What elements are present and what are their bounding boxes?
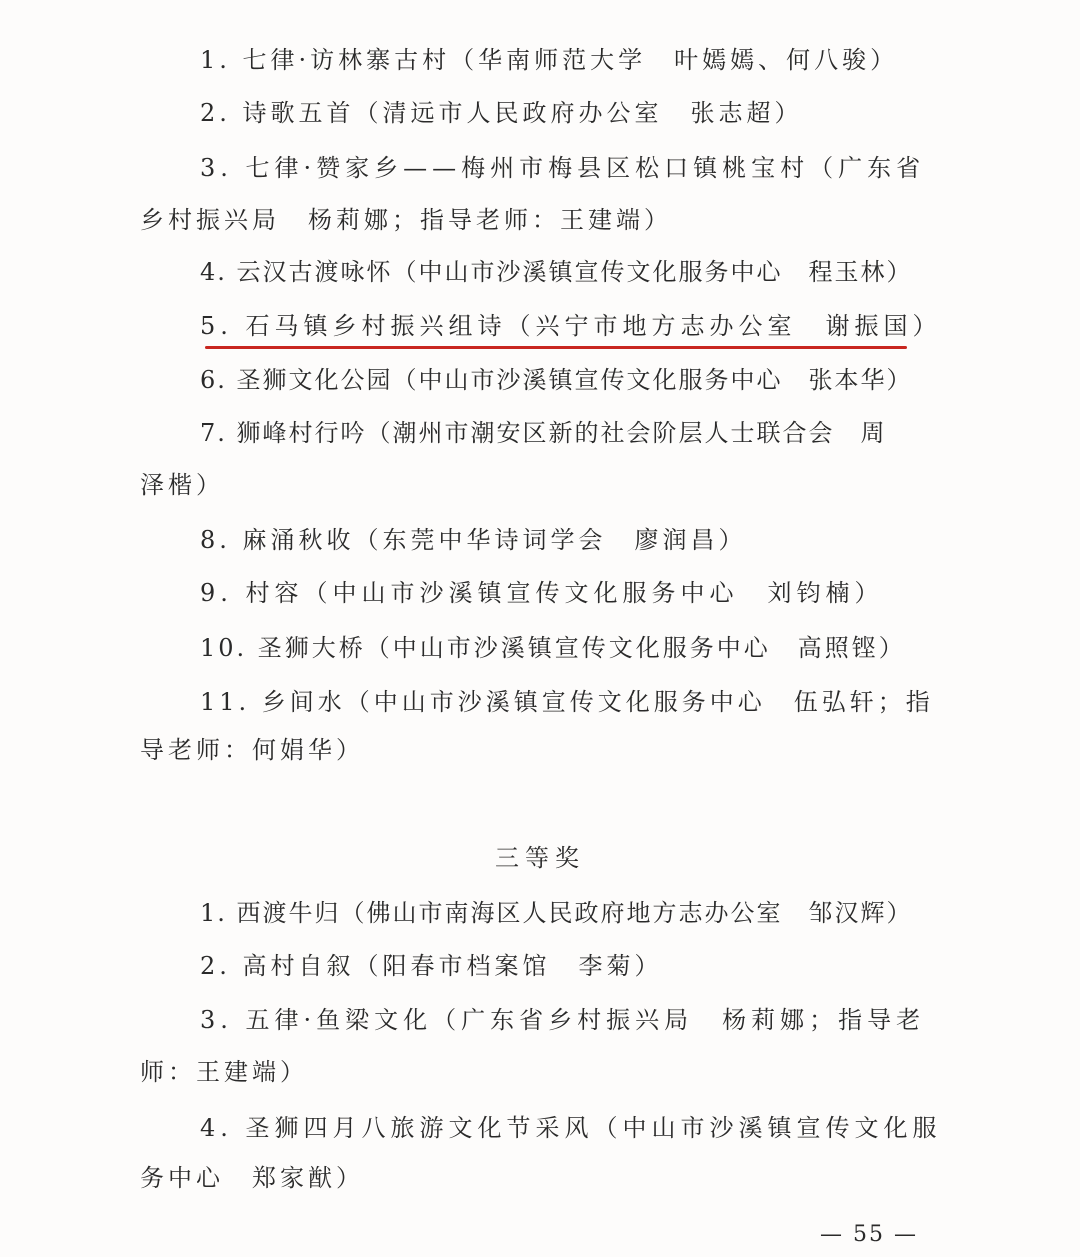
award-item-continuation: 师：王建端） bbox=[140, 1058, 308, 1086]
award-item-continuation: 导老师：何娟华） bbox=[140, 736, 364, 764]
award-item-continuation: 务中心 郑家猷） bbox=[140, 1164, 364, 1192]
award-item-continuation: 乡村振兴局 杨莉娜；指导老师：王建端） bbox=[140, 206, 672, 234]
award-item: 1. 西渡牛归（佛山市南海区人民政府地方志办公室 邹汉辉） bbox=[200, 899, 913, 927]
award-item: 7. 狮峰村行吟（潮州市潮安区新的社会阶层人士联合会 周 bbox=[200, 419, 887, 447]
section-heading-third-prize: 三等奖 bbox=[495, 844, 585, 872]
award-item: 1. 七律·访林寨古村（华南师范大学 叶嫣嫣、何八骏） bbox=[200, 46, 899, 74]
award-item: 4. 圣狮四月八旅游文化节采风（中山市沙溪镇宣传文化服 bbox=[200, 1114, 942, 1142]
red-underline bbox=[205, 346, 907, 349]
award-item: 3. 五律·鱼梁文化（广东省乡村振兴局 杨莉娜；指导老 bbox=[200, 1006, 926, 1034]
award-item: 8. 麻涌秋收（东莞中华诗词学会 廖润昌） bbox=[200, 526, 747, 554]
award-item-continuation: 泽楷） bbox=[140, 471, 224, 499]
award-item: 10. 圣狮大桥（中山市沙溪镇宣传文化服务中心 高照铿） bbox=[200, 634, 906, 662]
award-item: 6. 圣狮文化公园（中山市沙溪镇宣传文化服务中心 张本华） bbox=[200, 366, 913, 394]
award-item: 9. 村容（中山市沙溪镇宣传文化服务中心 刘钧楠） bbox=[200, 579, 884, 607]
award-item: 11. 乡间水（中山市沙溪镇宣传文化服务中心 伍弘轩；指 bbox=[200, 688, 934, 716]
award-item-highlighted: 5. 石马镇乡村振兴组诗（兴宁市地方志办公室 谢振国） bbox=[200, 312, 942, 340]
page-number: — 55 — bbox=[820, 1222, 918, 1247]
award-item: 4. 云汉古渡咏怀（中山市沙溪镇宣传文化服务中心 程玉林） bbox=[200, 258, 913, 286]
award-item: 3. 七律·赞家乡——梅州市梅县区松口镇桃宝村（广东省 bbox=[200, 154, 926, 182]
award-item: 2. 高村自叙（阳春市档案馆 李菊） bbox=[200, 952, 663, 980]
award-item: 2. 诗歌五首（清远市人民政府办公室 张志超） bbox=[200, 99, 803, 127]
